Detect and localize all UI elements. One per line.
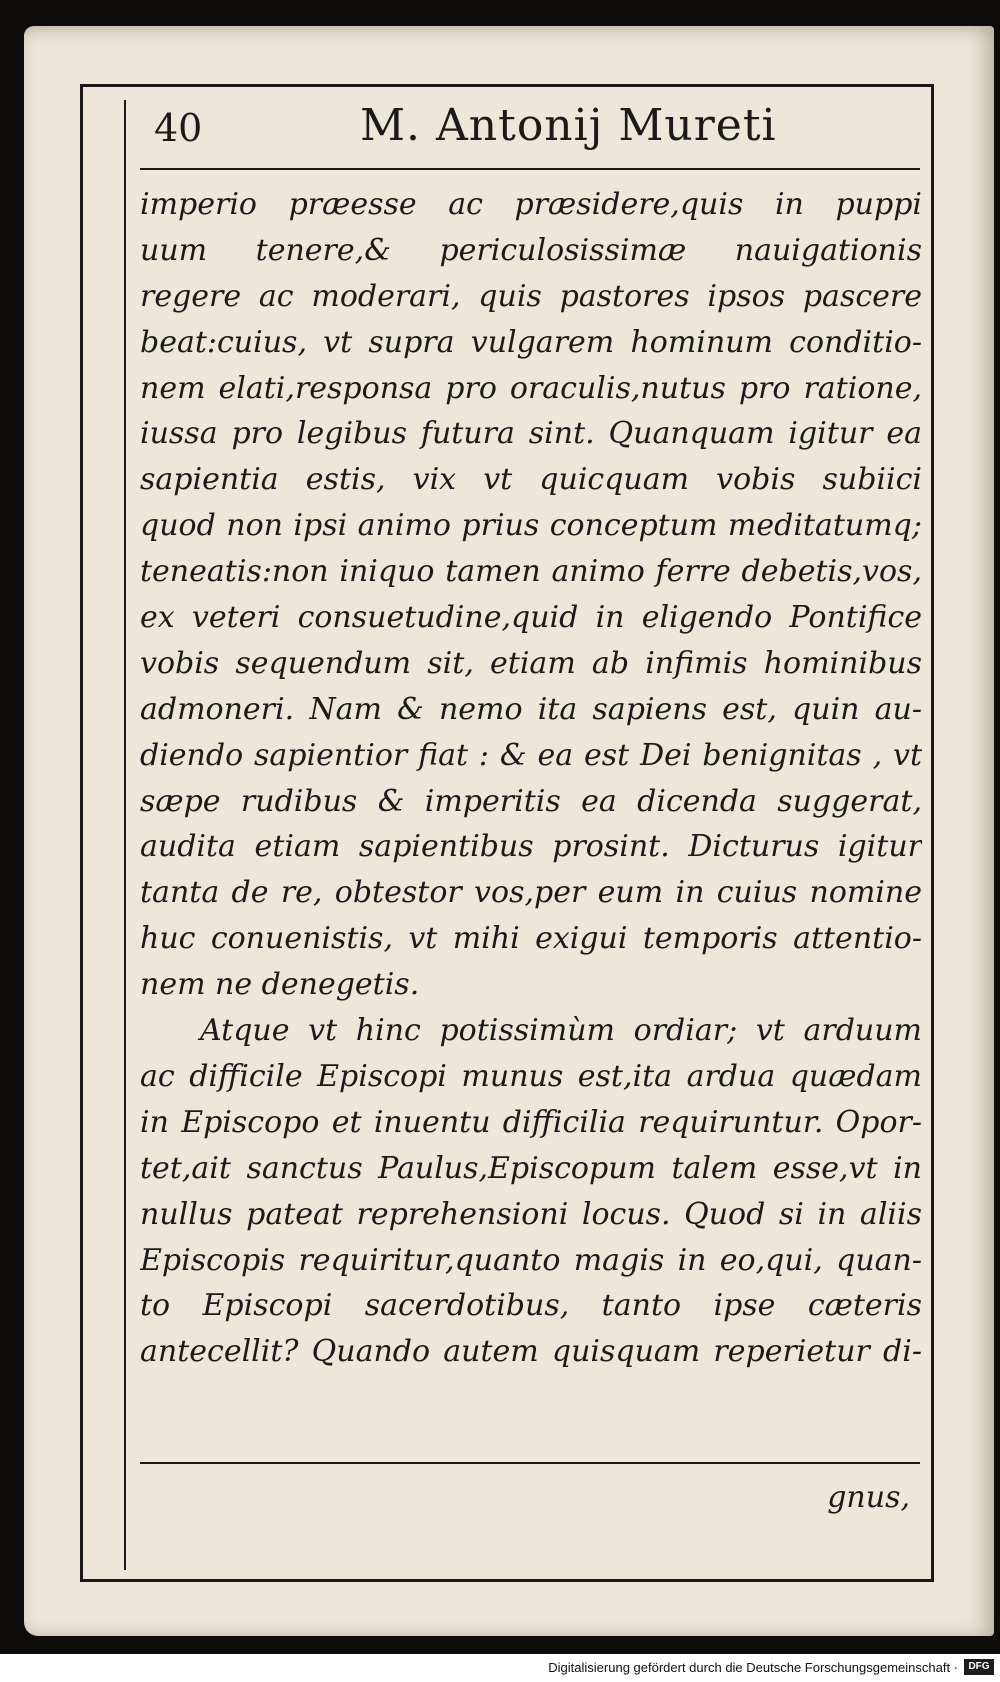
text-line: sæpe rudibus & imperitis ea dicenda suggerat, bbox=[140, 783, 922, 819]
catchword: gnus, bbox=[827, 1480, 910, 1515]
text-line: diendo sapientior fiat : & ea est Dei benignitas , vt bbox=[140, 737, 922, 773]
text-line: quod non ipsi animo prius conceptum meditatumq; bbox=[140, 508, 922, 544]
text-line: ac difficile Episcopi munus est,ita ardua quædam bbox=[140, 1058, 922, 1094]
text-line: beat:cuius, vt supra vulgarem hominum conditio- bbox=[140, 324, 922, 360]
text-line: Atque vt hinc potissimùm ordiar; vt arduum bbox=[200, 1013, 922, 1049]
text-line: vobis sequendum sit, etiam ab infimis hominibus bbox=[140, 645, 922, 681]
text-line: sapientia estis, vix vt quicquam vobis subiici bbox=[140, 462, 922, 498]
body-text bbox=[140, 182, 922, 1375]
dfg-credit: Digitalisierung gefördert durch die Deutsche Forschungsgemeinschaft · bbox=[548, 1660, 958, 1675]
header-rule bbox=[140, 168, 920, 170]
text-line: iussa pro legibus futura sint. Quanquam igitur ea bbox=[140, 416, 922, 452]
text-line: nem ne denegetis. bbox=[140, 967, 420, 1003]
running-head: M. Antonij Mureti bbox=[360, 100, 777, 151]
text-line: uum tenere,& periculosissimæ nauigationis bbox=[140, 232, 922, 268]
text-line: nullus pateat reprehensioni locus. Quod si in aliis bbox=[140, 1196, 922, 1232]
text-line: audita etiam sapientibus prosint. Dicturus igitur bbox=[140, 829, 922, 865]
text-line: nem elati,responsa pro oraculis,nutus pro ratione, bbox=[140, 370, 922, 406]
text-line: Episcopis requiritur,quanto magis in eo,qui, quan- bbox=[140, 1242, 922, 1278]
text-line: ex veteri consuetudine,quid in eligendo Pontifice bbox=[140, 600, 922, 636]
text-line: imperio præesse ac præsidere,quis in puppi bbox=[140, 187, 922, 222]
text-line: teneatis:non iniquo tamen animo ferre debetis,vos, bbox=[140, 554, 922, 590]
text-line: admoneri. Nam & nemo ita sapiens est, quin au- bbox=[140, 691, 922, 727]
text-line: in Episcopo et inuentu difficilia requiruntur. Opor- bbox=[140, 1104, 922, 1140]
digitization-footer bbox=[0, 1654, 1000, 1682]
page-header bbox=[140, 96, 930, 166]
text-line: regere ac moderari, quis pastores ipsos pascere bbox=[140, 278, 922, 314]
text-line: to Episcopi sacerdotibus, tanto ipse cæteris bbox=[140, 1288, 922, 1324]
frame-inner-rule bbox=[124, 100, 126, 1570]
text-line: tanta de re, obtestor vos,per eum in cuius nomine bbox=[140, 875, 922, 911]
dfg-logo-icon: DFG bbox=[964, 1659, 994, 1675]
text-line: huc conuenistis, vt mihi exigui temporis attentio- bbox=[140, 921, 922, 957]
text-line: antecellit? Quando autem quisquam reperietur di- bbox=[140, 1334, 922, 1370]
footer-rule bbox=[140, 1462, 920, 1464]
page-number: 40 bbox=[154, 106, 203, 150]
text-line: tet,ait sanctus Paulus,Episcopum talem esse,vt in bbox=[140, 1150, 922, 1186]
